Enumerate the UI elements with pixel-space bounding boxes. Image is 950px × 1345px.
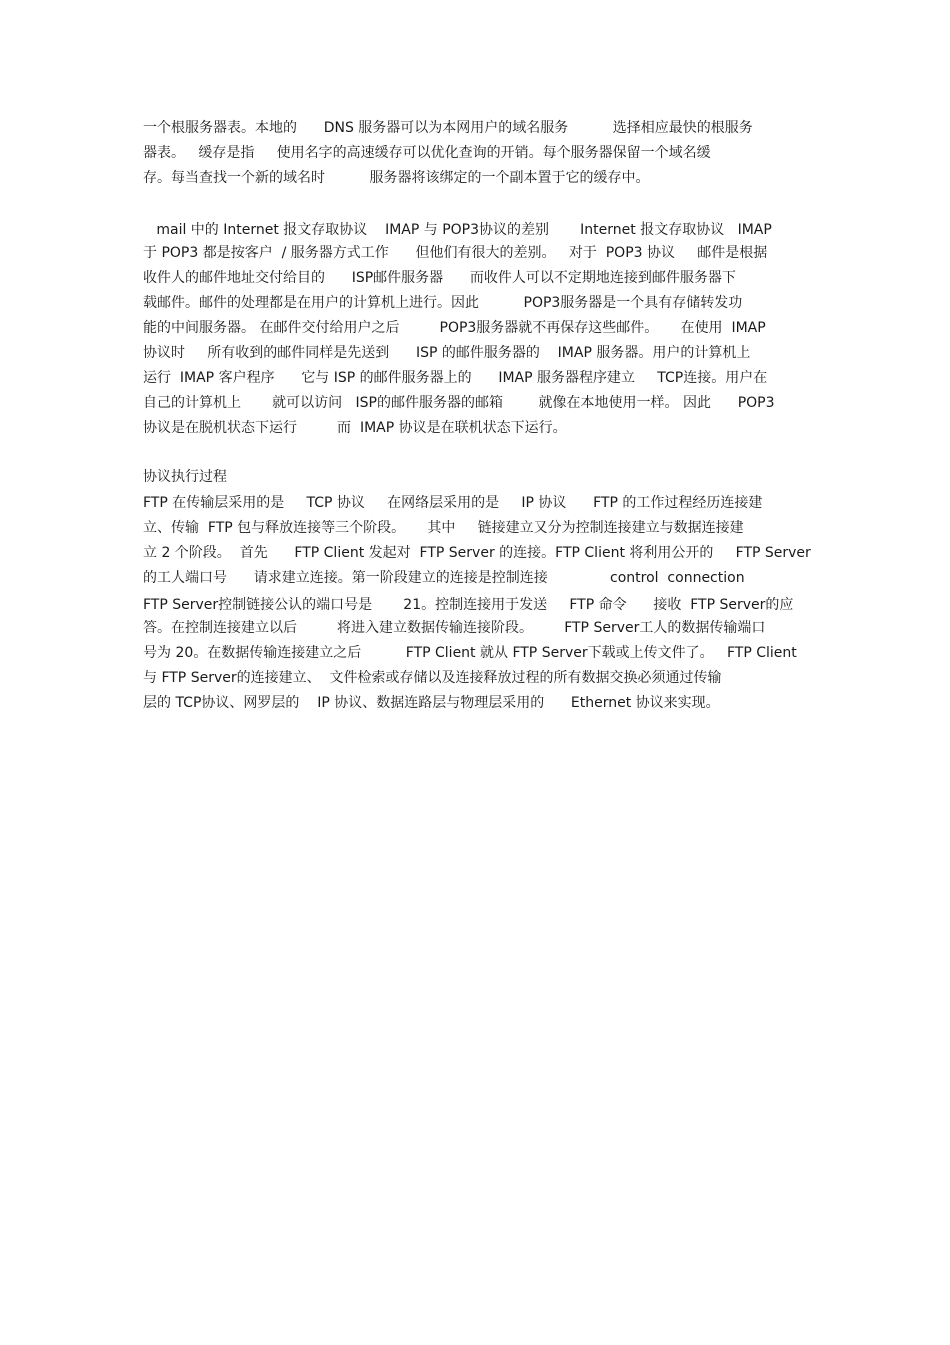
text-line: 能的中间服务器。 在邮件交付给用户之后 POP3服务器就不再保存这些邮件。 在使用 IMAP bbox=[143, 320, 766, 336]
text-line: 于 POP3 都是按客户 / 服务器方式工作 但他们有很大的差别。 对于 POP3 协议 邮件是根据 bbox=[143, 245, 768, 261]
text-line: 器表。 缓存是指 使用名字的高速缓存可以优化查询的开销。每个服务器保留一个域名缓 bbox=[143, 145, 711, 161]
text-line: mail 中的 Internet 报文存取协议 IMAP 与 POP3协议的差别 Internet 报文存取协议 IMAP bbox=[143, 222, 772, 238]
text-line: FTP Server控制链接公认的端口号是 21。控制连接用于发送 FTP 命令 接收 FTP Server的应 bbox=[143, 597, 794, 613]
text-line: 自己的计算机上 就可以访问 ISP的邮件服务器的邮箱 就像在本地使用一样。 因此 POP3 bbox=[143, 395, 775, 411]
text-line: 存。每当查找一个新的域名时 服务器将该绑定的一个副本置于它的缓存中。 bbox=[143, 170, 650, 186]
text-line: 载邮件。邮件的处理都是在用户的计算机上进行。因此 POP3服务器是一个具有存储转发功 bbox=[143, 295, 743, 311]
text-line: 协议时 所有收到的邮件同样是先送到 ISP 的邮件服务器的 IMAP 服务器。用户的计算机上 bbox=[143, 345, 751, 361]
section-heading: 协议执行过程 bbox=[143, 469, 227, 485]
text-line: 层的 TCP协议、网罗层的 IP 协议、数据连路层与物理层采用的 Ethernet 协议来实现。 bbox=[143, 695, 720, 711]
text-line: 答。在控制连接建立以后 将进入建立数据传输连接阶段。 FTP Server工人的数据传输端口 bbox=[143, 620, 766, 636]
text-line: 的工人端口号 请求建立连接。第一阶段建立的连接是控制连接 control connection bbox=[143, 570, 745, 586]
text-line: 号为 20。在数据传输连接建立之后 FTP Client 就从 FTP Server下载或上传文件了。 FTP Client bbox=[143, 645, 797, 661]
text-line: 运行 IMAP 客户程序 它与 ISP 的邮件服务器上的 IMAP 服务器程序建立 TCP连接。用户在 bbox=[143, 370, 768, 386]
text-line: FTP 在传输层采用的是 TCP 协议 在网络层采用的是 IP 协议 FTP 的工作过程经历连接建 bbox=[143, 495, 763, 511]
text-line: 与 FTP Server的连接建立、 文件检索或存储以及连接释放过程的所有数据交换必须通过传输 bbox=[143, 670, 722, 686]
text-line: 收件人的邮件地址交付给目的 ISP邮件服务器 而收件人可以不定期地连接到邮件服务器下 bbox=[143, 270, 736, 286]
text-line: 立、传输 FTP 包与释放连接等三个阶段。 其中 链接建立又分为控制连接建立与数据连接建 bbox=[143, 520, 744, 536]
text-line: 协议是在脱机状态下运行 而 IMAP 协议是在联机状态下运行。 bbox=[143, 420, 567, 436]
text-line: 一个根服务器表。本地的 DNS 服务器可以为本网用户的域名服务 选择相应最快的根服务 bbox=[143, 120, 753, 136]
text-line: 立 2 个阶段。 首先 FTP Client 发起对 FTP Server 的连接。FTP Client 将利用公开的 FTP Server bbox=[143, 545, 811, 561]
